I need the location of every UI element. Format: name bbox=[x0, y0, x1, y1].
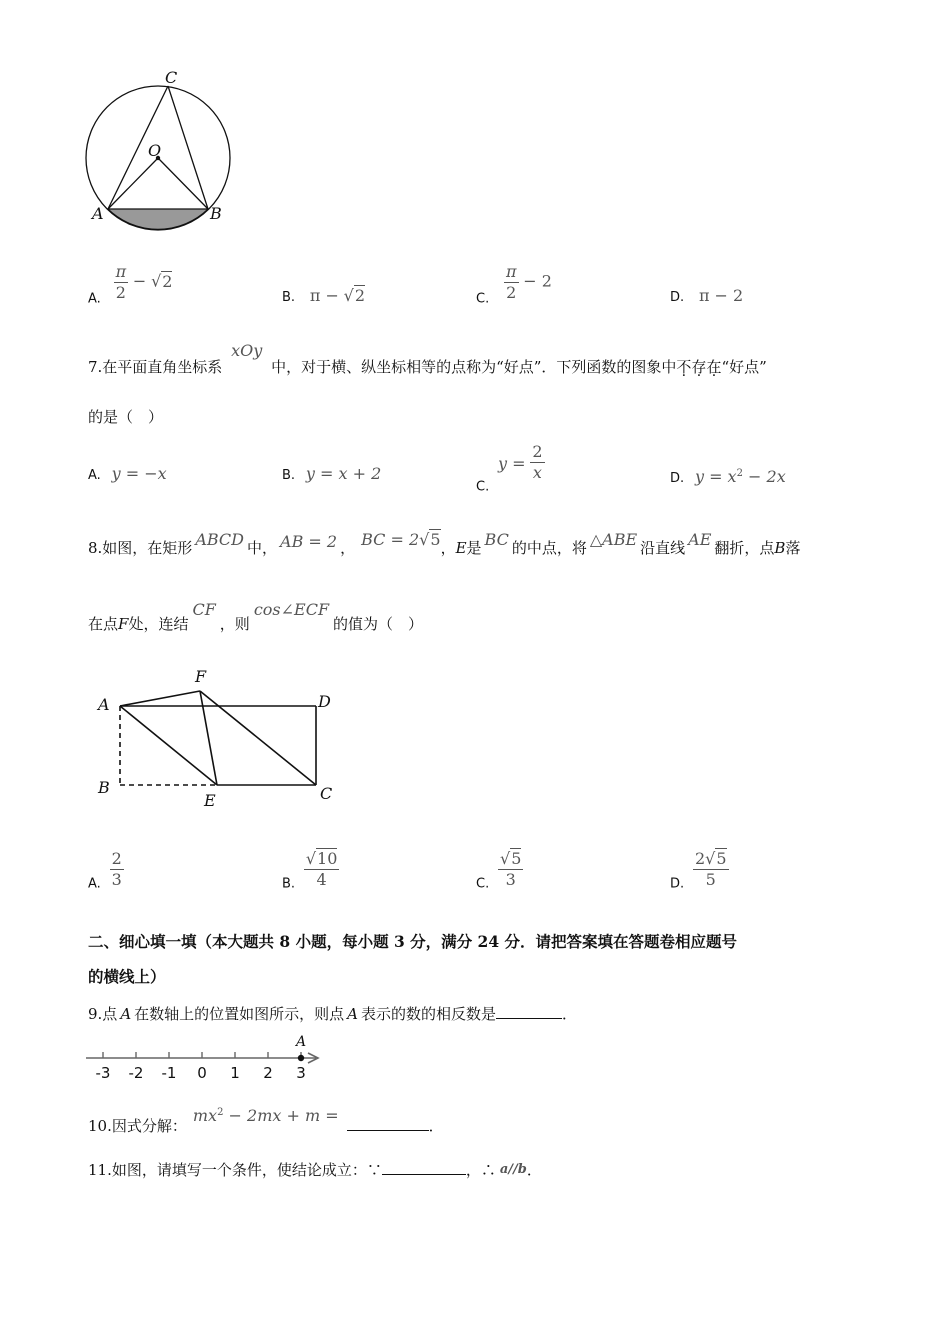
frac-den: x bbox=[532, 463, 542, 482]
q7-option-c[interactable] bbox=[476, 442, 545, 498]
text: ． bbox=[562, 1005, 578, 1023]
label-a: A bbox=[98, 695, 110, 714]
frac-den: 5 bbox=[705, 870, 716, 889]
math: CF bbox=[192, 600, 216, 619]
axis-point-label: A bbox=[296, 1034, 307, 1050]
radicand: 10 bbox=[317, 849, 338, 868]
label-e: E bbox=[204, 791, 216, 810]
emph-char: 在 bbox=[706, 358, 722, 376]
q8-rectangle-figure bbox=[90, 660, 350, 815]
math: AB = 2 bbox=[280, 532, 338, 551]
lhs: y = bbox=[498, 453, 526, 473]
math: cos∠ECF bbox=[253, 600, 330, 619]
segment-ae bbox=[120, 706, 217, 785]
point-a-marker bbox=[298, 1055, 304, 1061]
text: 在点 bbox=[88, 615, 119, 633]
point-a: A bbox=[347, 1005, 359, 1023]
math: AE bbox=[688, 530, 712, 549]
expr: π − 2 bbox=[698, 286, 744, 305]
point-f: F bbox=[118, 615, 129, 633]
minus: − bbox=[132, 271, 147, 291]
option-label: D. bbox=[670, 290, 685, 305]
axis-tick-label: 3 bbox=[296, 1064, 306, 1082]
frac-den: 3 bbox=[505, 870, 516, 889]
text: ． bbox=[428, 1117, 444, 1135]
exponent: 2 bbox=[217, 1107, 224, 1118]
q8-option-c[interactable]: C. $\frac{√5}{3}$ bbox=[476, 849, 522, 892]
option-label: B. bbox=[282, 876, 296, 892]
math: mx bbox=[192, 1106, 218, 1125]
point-a: A bbox=[120, 1005, 132, 1023]
q7-option-d[interactable] bbox=[670, 464, 786, 489]
frac-den: 2 bbox=[115, 283, 126, 302]
math: − 2mx + m = bbox=[223, 1106, 339, 1125]
text: 的值为（ ） bbox=[333, 615, 424, 633]
q7-stem-line2: 的是（ ） bbox=[88, 408, 164, 426]
radius-oa bbox=[108, 158, 158, 209]
expr: y = −x bbox=[111, 464, 167, 483]
text: 的中点，将 bbox=[511, 539, 587, 557]
label-b: B bbox=[98, 778, 110, 797]
answer-blank[interactable] bbox=[496, 1018, 562, 1019]
segment-fe bbox=[200, 691, 217, 785]
text: ， bbox=[340, 539, 356, 557]
q9-stem bbox=[88, 1004, 577, 1024]
expr: y = x bbox=[694, 467, 737, 486]
exponent: 2 bbox=[736, 468, 743, 479]
text: 表示的数的相反数是 bbox=[361, 1005, 497, 1023]
expr: − 2x bbox=[742, 467, 786, 486]
text: 10.因式分解： bbox=[88, 1117, 187, 1135]
text: 翻折，点 bbox=[714, 539, 775, 557]
point-e: E bbox=[455, 539, 467, 557]
q8-stem-line2 bbox=[88, 600, 424, 634]
q9-number-line bbox=[84, 1030, 334, 1085]
q8-option-a[interactable] bbox=[88, 849, 124, 895]
q7-suffix: “好点” bbox=[721, 358, 767, 376]
radicand: 2 bbox=[162, 271, 173, 291]
frac-num: π bbox=[115, 262, 127, 281]
text: 9.点 bbox=[88, 1005, 118, 1023]
answer-blank[interactable] bbox=[382, 1174, 466, 1175]
emph-char: 不 bbox=[676, 358, 692, 376]
text: ． bbox=[526, 1161, 542, 1179]
option-label: A. bbox=[88, 291, 101, 307]
expr: − 2 bbox=[523, 271, 552, 291]
coef: 2 bbox=[694, 849, 706, 868]
label-c: C bbox=[165, 68, 178, 87]
q10-stem bbox=[88, 1106, 444, 1136]
label-b: B bbox=[210, 204, 222, 223]
axis-tick-label: -1 bbox=[161, 1064, 177, 1082]
text: ， bbox=[440, 539, 456, 557]
radicand: 5 bbox=[716, 849, 727, 868]
frac-den: 4 bbox=[316, 870, 327, 889]
frac-num: 2 bbox=[532, 442, 543, 461]
q6-option-a[interactable]: A. $\frac{\pi}{2}$ − √2 bbox=[88, 262, 173, 307]
text: 处，连结 bbox=[128, 615, 189, 633]
frac-den: 3 bbox=[111, 870, 122, 889]
q8-option-d[interactable]: D. $\frac{2√5}{5}$ bbox=[670, 849, 727, 892]
q6-option-b[interactable]: B. π − √2 bbox=[282, 286, 366, 305]
q7-stem-line1 bbox=[88, 341, 767, 377]
chord-bc bbox=[168, 86, 208, 209]
q7-prefix: 7.在平面直角坐标系 bbox=[88, 358, 223, 376]
coord-system: xOy bbox=[231, 341, 263, 360]
axis-tick-label: 2 bbox=[263, 1064, 273, 1082]
option-label: B. bbox=[282, 468, 296, 483]
radius-ob bbox=[158, 158, 208, 209]
answer-blank[interactable] bbox=[347, 1130, 429, 1131]
q7-option-b[interactable] bbox=[282, 464, 381, 486]
option-label: D. bbox=[670, 471, 685, 486]
point-b: B bbox=[774, 539, 786, 557]
text: 是 bbox=[466, 539, 482, 557]
q6-circle-figure bbox=[80, 68, 240, 233]
math: ABCD bbox=[195, 530, 244, 549]
shaded-segment bbox=[108, 209, 208, 229]
q8-stem-line1: 8.如图，在矩形 ABCD 中， AB = 2 ， BC = 2√5，E是 BC 的中点，将 △ABE 沿直线 AE 翻折，点B落 bbox=[88, 530, 801, 557]
section2-heading-line1: 二、细心填一填（本大题共 8 小题，每小题 3 分，满分 24 分．请把答案填在答题卷相应题号 bbox=[88, 932, 738, 951]
label-d: D bbox=[318, 692, 331, 711]
radicand: 2 bbox=[354, 286, 366, 305]
axis-tick-label: -3 bbox=[95, 1064, 111, 1082]
segment-fc bbox=[200, 691, 316, 785]
axis-tick-label: 0 bbox=[197, 1064, 207, 1082]
option-label: C. bbox=[476, 876, 490, 892]
axis-tick-label: -2 bbox=[128, 1064, 144, 1082]
expr: y = x + 2 bbox=[305, 464, 382, 483]
label-o: O bbox=[148, 141, 162, 160]
q6-option-c[interactable] bbox=[476, 262, 552, 310]
text: 落 bbox=[785, 539, 801, 557]
segment-af bbox=[120, 691, 200, 706]
expr: π − bbox=[309, 286, 339, 305]
q6-option-d[interactable] bbox=[670, 286, 743, 308]
option-label: A. bbox=[88, 876, 101, 892]
q11-stem bbox=[88, 1160, 542, 1182]
radicand: 5 bbox=[511, 849, 522, 868]
text: 沿直线 bbox=[640, 539, 686, 557]
option-label: D. bbox=[670, 876, 685, 892]
radicand: 5 bbox=[430, 530, 441, 549]
math: BC bbox=[484, 530, 509, 549]
math: △ABE bbox=[589, 530, 638, 549]
frac-num: π bbox=[506, 262, 517, 281]
text: 11.如图，请填写一个条件，使结论成立：∵ bbox=[88, 1161, 382, 1179]
math: a//b bbox=[499, 1162, 527, 1177]
emph-char: 存 bbox=[691, 358, 707, 376]
text: ，∴ bbox=[465, 1161, 496, 1179]
option-label: C. bbox=[476, 479, 490, 495]
math: BC = 2 bbox=[361, 530, 420, 549]
label-c: C bbox=[320, 784, 333, 803]
option-label: B. bbox=[282, 290, 296, 305]
axis-tick-label: 1 bbox=[230, 1064, 240, 1082]
text: 中， bbox=[247, 539, 278, 557]
frac-num: 2 bbox=[111, 849, 122, 868]
label-a: A bbox=[92, 204, 104, 223]
option-label: C. bbox=[476, 291, 490, 307]
q7-mid: 中，对于横、纵坐标相等的点称为“好点”．下列函数的图象中 bbox=[271, 358, 677, 376]
option-label: A. bbox=[88, 468, 101, 483]
q7-option-a[interactable] bbox=[88, 464, 167, 486]
text: 8.如图，在矩形 bbox=[88, 539, 193, 557]
frac-den: 2 bbox=[506, 283, 517, 302]
text: 在数轴上的位置如图所示，则点 bbox=[134, 1005, 345, 1023]
section2-heading-line2: 的横线上） bbox=[88, 967, 166, 986]
text: ，则 bbox=[219, 615, 250, 633]
q8-option-b[interactable]: B. $\frac{√10}{4}$ bbox=[282, 849, 338, 892]
label-f: F bbox=[195, 667, 207, 686]
